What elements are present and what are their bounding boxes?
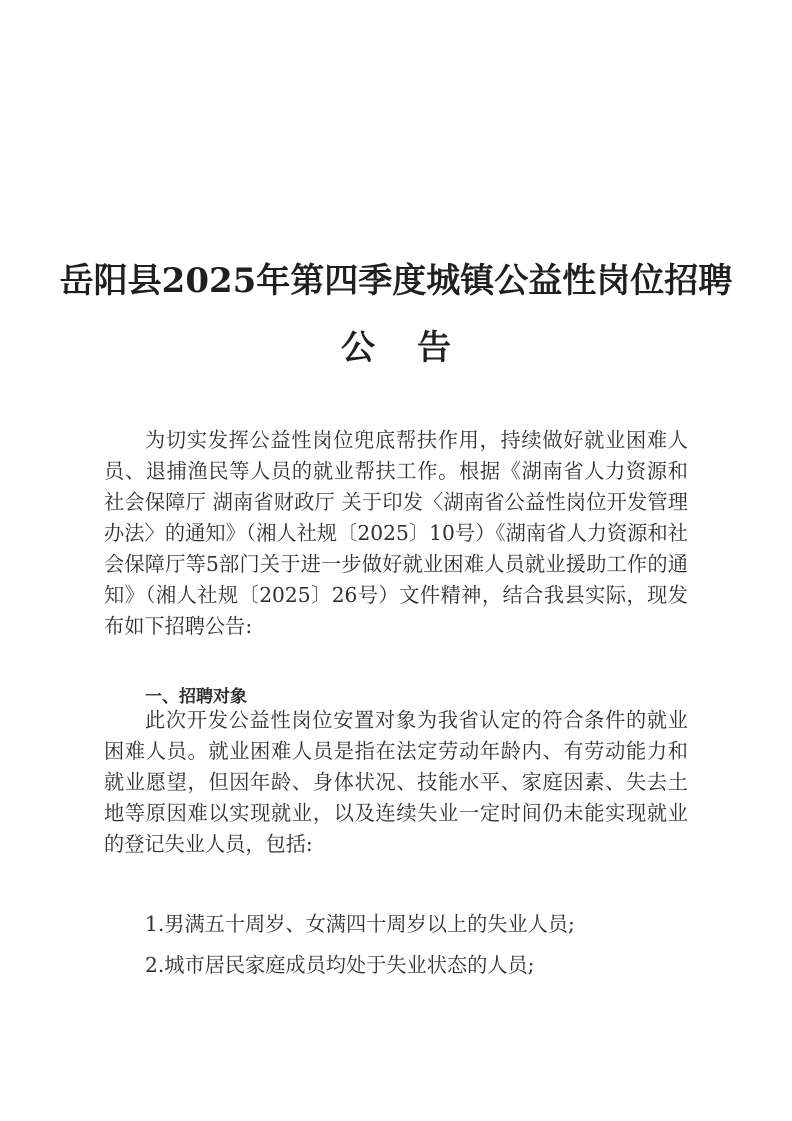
recruitment-targets-section — [104, 705, 688, 860]
list-item: 1.男满五十周岁、女满四十周岁以上的失业人员; — [145, 912, 575, 936]
section-heading-recruitment-targets: 一、招聘对象 — [145, 687, 247, 707]
intro-section — [104, 425, 688, 642]
document-title-announcement: 公告 — [341, 328, 493, 368]
recruitment-targets-paragraph: 此次开发公益性岗位安置对象为我省认定的符合条件的就业困难人员。就业困难人员是指在法定劳动年龄内、有劳动能力和就业愿望，但因年龄、身体状况、技能水平、家庭因素、失去土地等原因难以实现就业，以及连续失业一定时间仍未能实现就业的登记失业人员，包括: — [104, 708, 688, 856]
list-item: 2.城市居民家庭成员均处于失业状态的人员; — [145, 953, 535, 977]
document-title: 岳阳县2025年第四季度城镇公益性岗位招聘 — [59, 261, 733, 301]
intro-paragraph: 为切实发挥公益性岗位兜底帮扶作用，持续做好就业困难人员、退捕渔民等人员的就业帮扶工作。根据《湖南省人力资源和社会保障厅 湖南省财政厅 关于印发〈湖南省公益性岗位开发管理办法〉的通知》（湘人社规〔2025〕10号）《湖南省人力资源和社会保障厅等5部门关于进一步做好就业困难人员就业援助工作的通知》（湘人社规〔2025〕26号）文件精神，结合我县实际，现发布如下招聘公告: — [104, 428, 688, 638]
